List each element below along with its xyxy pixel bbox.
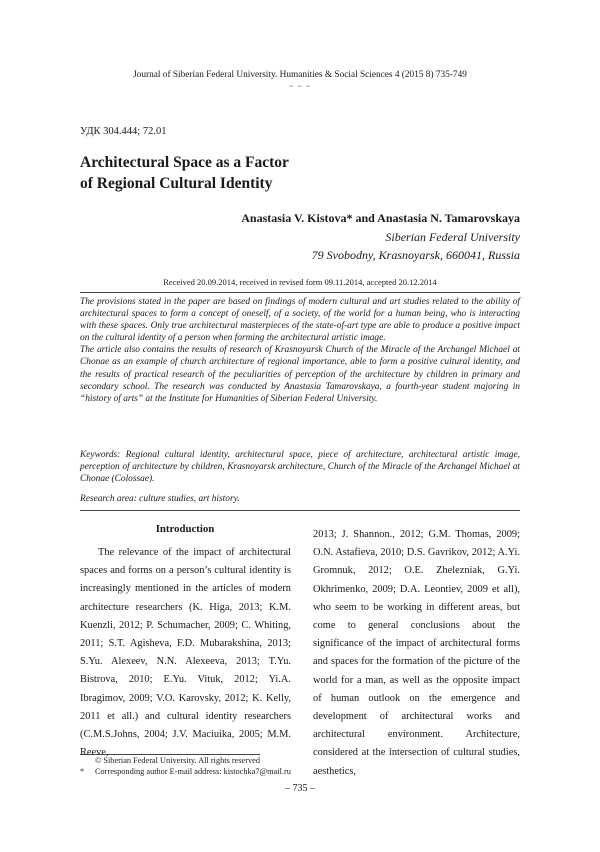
body-right-column: 2013; J. Shannon., 2012; G.M. Thomas, 2009; O.N. Astafieva, 2010; D.S. Gavrikov, 2012; A.Yi. Gromnuk, 2012; O.E. Zheleznіak, G.Yi. Okhrimenko, 2009; D.A. Leontiev, 2009 et all), who seem to be working in different areas, but come to general conclusions about the significance of the impact of architectural forms and spaces for the formation of the picture of the world for a man, as well as the opposite impact of human outlook on the emergence and development of architectural works and architectural environment. Architecture, considered at the intersection of cultural studies, aesthetics, (313, 529, 520, 777)
footnote-rule (80, 754, 260, 755)
article-title (80, 152, 520, 194)
corresponding-author-text: Corresponding author E-mail address: kistochka7@mail.ru (95, 767, 291, 776)
keywords: Keywords: Regional cultural identity, architectural space, piece of architecture, architectural artistic image, perception of architecture by children, Krasnoyarsk architecture, Church of the Miracle of the Archangel Michael at Chonae (Colossae). (80, 450, 520, 485)
journal-header: Journal of Siberian Federal University. Humanities & Social Sciences 4 (2015 8) 735-749 (133, 70, 467, 80)
authors: Anastasia V. Kistova* and Anastasia N. Tamarovskaya (241, 211, 520, 225)
abstract-paragraph-2: The article also contains the results of research of Krasnoyarsk Church of the Miracle of the Archangel Michael at Chonae as an example of church architecture of regional importance, able to form a positive cultural identity, and the results of practical research of the peculiarities of perception of the architecture by children in primary and secondary school. The research was conducted by Anastasia Tamarovskaya, a fourth-year student majoring in “history of arts” at the Institute for Humanities of Siberian Federal University. (80, 345, 520, 404)
abstract-top-rule (80, 292, 520, 293)
abstract-bottom-rule (80, 510, 520, 511)
udk-code: УДК 304.444; 72.01 (80, 126, 167, 137)
affiliation-university: Siberian Federal University (385, 230, 520, 244)
copyright-note: © Siberian Federal University. All rights reserved (95, 756, 260, 765)
page-number: – 735 – (285, 783, 315, 794)
abstract (80, 296, 520, 405)
introduction-heading: Introduction (155, 523, 215, 535)
research-area: Research area: culture studies, art history. (80, 494, 240, 504)
body-left-column: The relevance of the impact of architectural spaces and forms on a person’s cultural identity is increasingly mentioned in the articles of modern architecture researchers (K. Higa, 2013; K.M. Kuenzli, 2012; P. Schumacher, 2009; C. Whiting, 2011; S.T. Agisheva, F.D. Mubarakshina, 2013; S.Yu. Alexeev, N.N. Alexeeva, 2013; T.Yu. Bistrova, 2010; E.Yu. Vituk, 2012; Yi.A. Ibragimov, 2009; V.O. Karovsky, 2012; K. Kelly, 2011 et all.) and cultural identity researchers (C.M.S.Johns, 2004; J.V. Maciuika, 2005; M.M. Reeve, (80, 547, 291, 759)
corresponding-author-note (80, 767, 291, 776)
affiliation-address: 79 Svobodny, Krasnoyarsk, 660041, Russia (311, 248, 520, 262)
footnote-star: * (80, 767, 85, 776)
received-dates: Received 20.09.2014, received in revised form 09.11.2014, accepted 20.12.2014 (163, 277, 437, 287)
title-line-2: of Regional Cultural Identity (80, 175, 273, 192)
title-line-1: Architectural Space as a Factor (80, 154, 289, 171)
abstract-paragraph-1: The provisions stated in the paper are based on findings of modern cultural and art studies related to the ability of architectural spaces to form a concept of oneself, of a society, of the world for a human being, who is interacting with these spaces. Only true architectural masterpieces of the state-of-art type are able to produce a positive impact on the cultural identity of a person when forming the architectural artistic image. (80, 297, 520, 344)
header-ornament: ~ ~ ~ (289, 82, 311, 91)
